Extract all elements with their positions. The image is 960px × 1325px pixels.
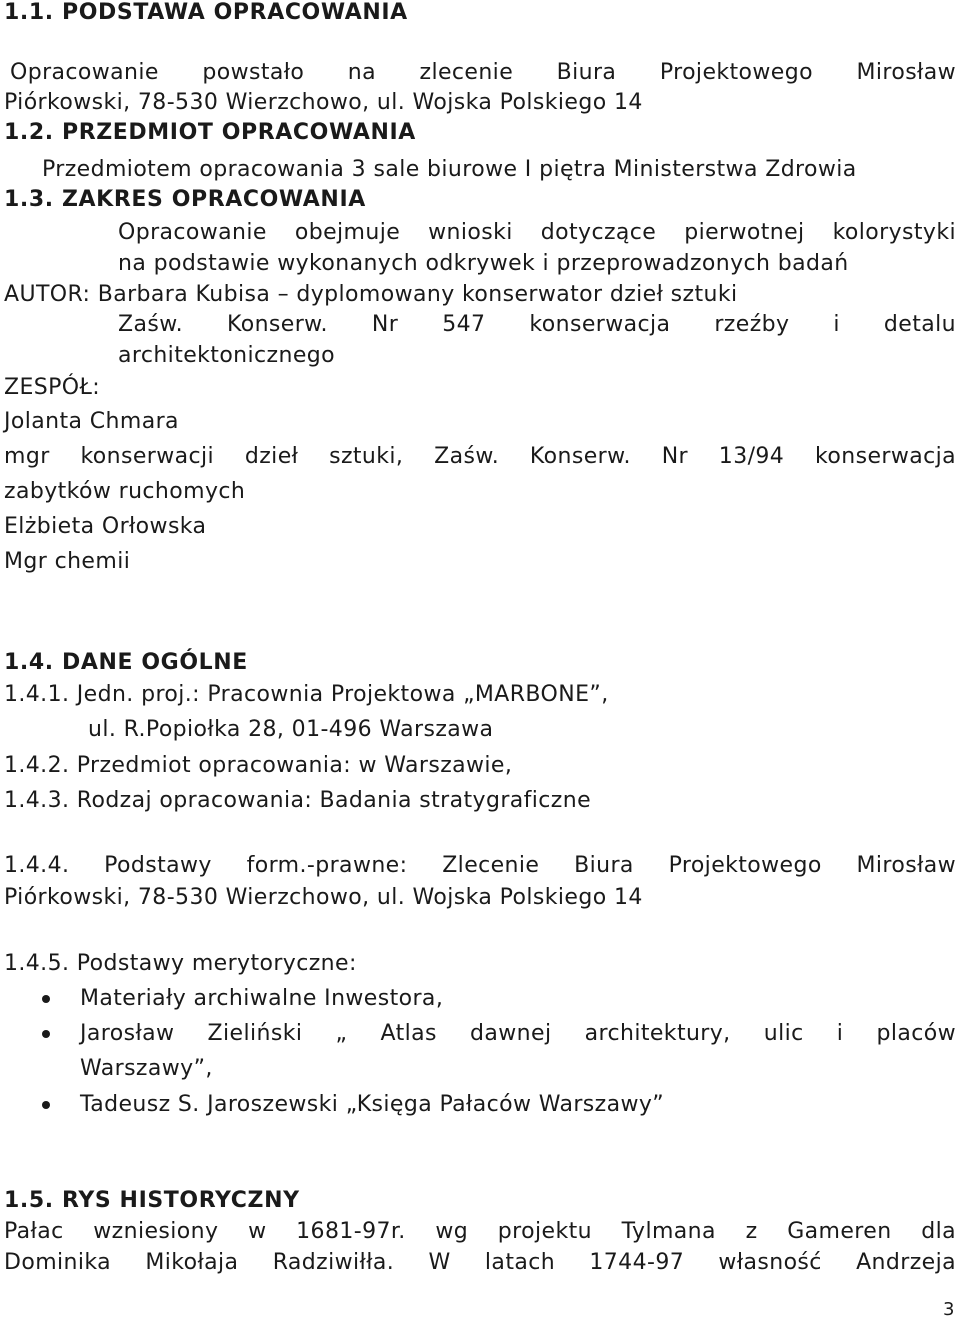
item-1-4-1-line-2: ul. R.Popiołka 28, 01-496 Warszawa [88, 717, 494, 742]
section-1-1-para-line-1: Opracowanie powstało na zlecenie Biura Projektowego Mirosław [10, 60, 956, 85]
section-1-3-heading: 1.3. ZAKRES OPRACOWANIA [4, 187, 366, 212]
item-1-4-5-label: 1.4.5. Podstawy merytoryczne: [4, 951, 357, 976]
team-member-2-desc: Mgr chemii [4, 549, 131, 574]
author-line: AUTOR: Barbara Kubisa – dyplomowany konserwator dzieł sztuki [4, 282, 738, 307]
bullet-item-2-line-2: Warszawy”, [80, 1056, 213, 1081]
bullet-item-2-line-1: Jarosław Zieliński „ Atlas dawnej architektury, ulic i placów [80, 1021, 956, 1046]
item-1-4-4-line-2: Piórkowski, 78-530 Wierzchowo, ul. Wojska Polskiego 14 [4, 885, 643, 910]
item-1-4-2: 1.4.2. Przedmiot opracowania: w Warszawie, [4, 753, 513, 778]
team-label: ZESPÓŁ: [4, 375, 101, 400]
bullet-dot-1 [42, 995, 50, 1003]
item-1-4-4-line-1: 1.4.4. Podstawy form.-prawne: Zlecenie Biura Projektowego Mirosław [4, 853, 956, 878]
section-1-5-line-1: Pałac wzniesiony w 1681-97r. wg projektu Tylmana z Gameren dla [4, 1219, 956, 1244]
section-1-5-line-2: Dominika Mikołaja Radziwiłła. W latach 1744-97 własność Andrzeja [4, 1250, 956, 1275]
section-1-3-text-line-1: Opracowanie obejmuje wnioski dotyczące pierwotnej kolorystyki [118, 220, 956, 245]
author-cert-line-1: Zaśw. Konserw. Nr 547 konserwacja rzeźby i detalu [118, 312, 956, 337]
section-1-2-heading: 1.2. PRZEDMIOT OPRACOWANIA [4, 120, 416, 145]
team-member-1-desc-line-1: mgr konserwacji dzieł sztuki, Zaśw. Konserw. Nr 13/94 konserwacja [4, 444, 956, 469]
page-number: 3 [943, 1299, 955, 1320]
section-1-1-para-line-2: Piórkowski, 78-530 Wierzchowo, ul. Wojska Polskiego 14 [4, 90, 643, 115]
team-member-1-name: Jolanta Chmara [4, 409, 179, 434]
bullet-dot-3 [42, 1101, 50, 1109]
section-1-2-text: Przedmiotem opracowania 3 sale biurowe I piętra Ministerstwa Zdrowia [42, 157, 857, 182]
bullet-item-1: Materiały archiwalne Inwestora, [80, 986, 444, 1011]
section-1-3-text-line-2: na podstawie wykonanych odkrywek i przeprowadzonych badań [118, 251, 849, 276]
bullet-dot-2 [42, 1030, 50, 1038]
item-1-4-1-line-1: 1.4.1. Jedn. proj.: Pracownia Projektowa „MARBONE”, [4, 682, 609, 707]
bullet-item-3: Tadeusz S. Jaroszewski „Księga Pałaców Warszawy” [80, 1092, 665, 1117]
team-member-1-desc-line-2: zabytków ruchomych [4, 479, 246, 504]
section-1-5-heading: 1.5. RYS HISTORYCZNY [4, 1188, 300, 1213]
section-1-1-heading: 1.1. PODSTAWA OPRACOWANIA [4, 0, 408, 25]
team-member-2-name: Elżbieta Orłowska [4, 514, 207, 539]
item-1-4-3: 1.4.3. Rodzaj opracowania: Badania stratygraficzne [4, 788, 592, 813]
author-cert-line-2: architektonicznego [118, 343, 335, 368]
section-1-4-heading: 1.4. DANE OGÓLNE [4, 650, 248, 675]
